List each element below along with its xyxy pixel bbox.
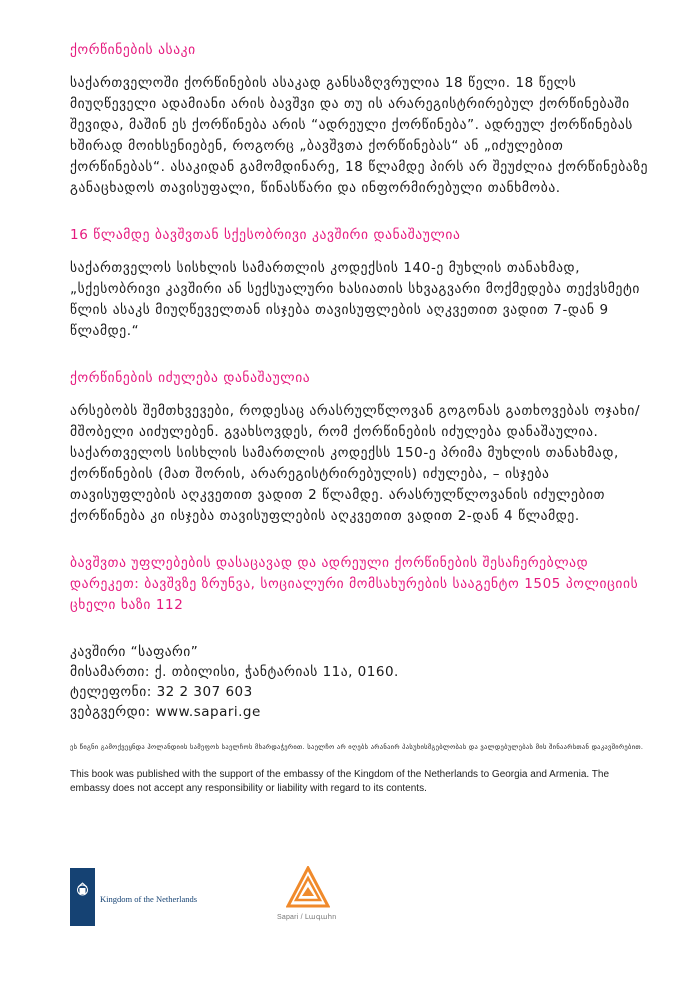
address-value: ქ. თბილისი, ჭანტარიას 11ა, 0160. [154, 664, 399, 680]
netherlands-crest-icon [70, 868, 95, 926]
section-body-forced-marriage: არსებობს შემთხვევები, როდესაც არასრულწლოვან გოგონას გათხოვებას ოჯახი/მშობელი აიძულებენ. გვახსოვდეს, რომ ქორწინების იძულება დანაშაულია. საქართველოს სისხლის სამართლის კოდექსს 150-ე პრიმა მუხლის თანახმად, ქორწინების (მათ შორის, არარეგისტრირებულის) იძულება, – ისჯება თავისუფლების აღკვეთით ვადით 2 წლამდე. არასრულწლოვანის იძულებით ქორწინება კი ისჯება თავისუფლების აღკვეთით ვადით 2-დან 4 წლამდე. [70, 403, 641, 524]
section-body-marriage-age: საქართველოში ქორწინების ასაკად განსაზღვრულია 18 წელი. 18 წელს მიუღწეველი ადამიანი არის ბავშვი და თუ ის არარეგისტრირებულ ქორწინებაში შევიდა, მაშინ ეს ქორწინება არის “ადრეული ქორწინება”. ადრეულ ქორწინებას ხშირად მოიხსენიებენ, როგორც „ბავშვთა ქორწინებას“ ან „იძულებით ქორწინებას“. ასაკიდან გამომდინარე, 18 წლამდე პირს არ შეუძლია ქორწინებაზე განაცხადოს თავისუფალი, წინასწარი და ინფორმირებული თანხმობა. [70, 75, 649, 196]
contact-address [70, 662, 650, 682]
sapari-logo-icon [286, 866, 330, 910]
disclaimer-english: This book was published with the support of the embassy of the Kingdom of the Netherlands to Georgia and Armenia. The embassy does not accept any responsibility or liability with regard to its contents. [70, 769, 610, 794]
contact-phone [70, 682, 650, 702]
disclaimer-georgian: ეს წიგნი გამოქვეყნდა ჰოლანდიის სამეფოს საელჩოს მხარდაჭერით. საელჩო არ იღებს არანაირ პასუხისმგებლობას და ვალდებულებას მის შინაარსთან დაკავშირებით. [70, 743, 644, 751]
sapari-logo-text: Sapari / Լագահn [277, 914, 337, 921]
section-heading-marriage-age: ქორწინების ასაკი [70, 42, 196, 58]
phone-label: ტელეფონი: [70, 684, 152, 700]
section-body-under16: საქართველოს სისხლის სამართლის კოდექსის 140-ე მუხლის თანახმად, „სქესობრივი კავშირი ან სექსუალური ხასიათის სხვაგვარი მოქმედება თექვსმეტი წლის ასაკს მიუღწეველთან ისჯება თავისუფლების აღკვეთით ვადით 7-დან 9 წლამდე.“ [70, 260, 641, 339]
hotline-callout: ბავშვთა უფლებების დასაცავად და ადრეული ქორწინების შესაჩერებლად დარეკეთ: ბავშვზე ზრუნვა, სოციალური მომსახურების სააგენტო 1505 პოლიციის ცხელი ხაზი 112 [70, 555, 639, 613]
contact-org: კავშირი “საფარი” [70, 644, 199, 660]
contact-web [70, 702, 650, 722]
section-heading-under16: 16 წლამდე ბავშვთან სქესობრივი კავშირი დანაშაულია [70, 227, 461, 243]
document-page [70, 40, 650, 806]
address-label: მისამართი: [70, 664, 150, 680]
section-heading-forced-marriage: ქორწინების იძულება დანაშაულია [70, 370, 311, 386]
phone-value: 32 2 307 603 [156, 684, 253, 700]
website-link[interactable]: www.sapari.ge [155, 704, 261, 720]
netherlands-logo-text: Kingdom of the Netherlands [100, 894, 198, 904]
logo-row [70, 868, 370, 928]
web-label: ვებგვერდი: [70, 704, 151, 720]
contact-block [70, 642, 650, 722]
